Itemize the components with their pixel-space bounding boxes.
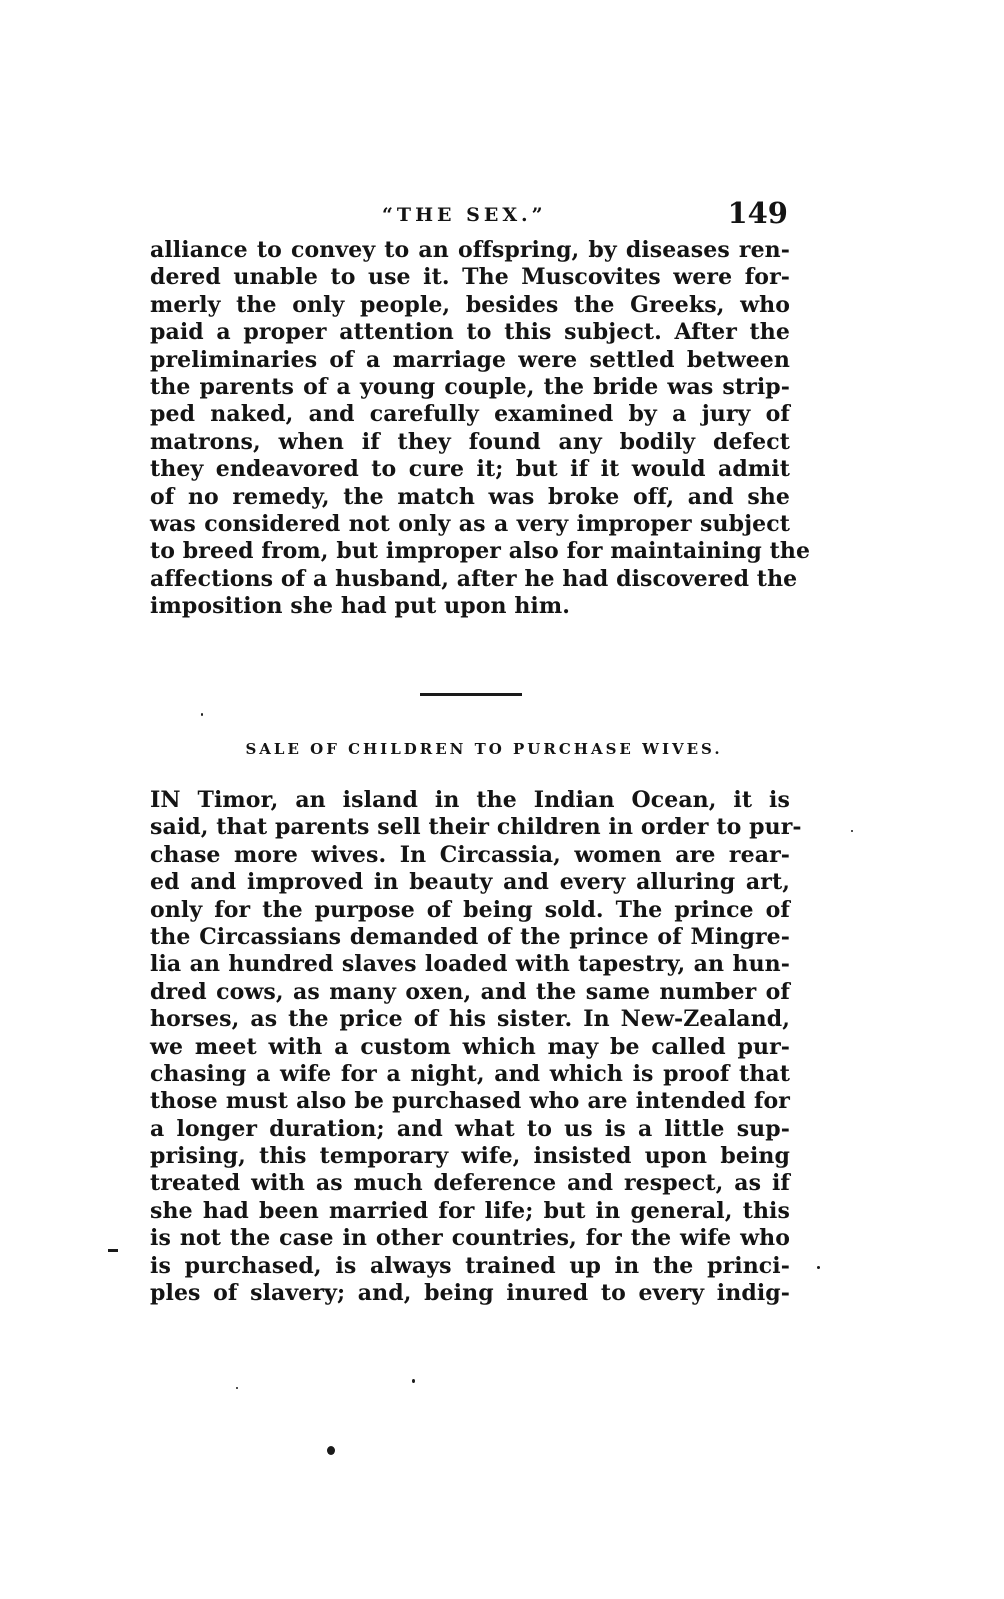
text-line: they endeavored to cure it; but if it would admit xyxy=(150,456,790,483)
ink-speck xyxy=(201,713,203,716)
text-line: is not the case in other countries, for the wife who xyxy=(150,1225,790,1252)
page-number: 149 xyxy=(727,196,788,230)
text-line: matrons, when if they found any bodily defect xyxy=(150,428,790,455)
text-line: affections of a husband, after he had discovered the xyxy=(150,565,798,592)
text-line: chasing a wife for a night, and which is proof that xyxy=(150,1060,790,1087)
text-line: ples of slavery; and, being inured to every indig- xyxy=(150,1280,790,1307)
text-line: a longer duration; and what to us is a little sup- xyxy=(150,1115,790,1142)
ink-speck xyxy=(851,830,853,832)
text-line: horses, as the price of his sister. In New-Zealand, xyxy=(150,1006,790,1033)
ink-speck xyxy=(236,1387,238,1389)
ink-speck xyxy=(327,1446,335,1455)
section-divider xyxy=(420,693,522,696)
text-line: alliance to convey to an offspring, by diseases ren- xyxy=(150,237,790,263)
text-line: lia an hundred slaves loaded with tapestry, an hun- xyxy=(150,951,790,978)
text-line: we meet with a custom which may be called pur- xyxy=(150,1033,790,1060)
text-line: said, that parents sell their children in order to pur- xyxy=(150,814,802,841)
margin-dash-mark xyxy=(108,1249,118,1252)
running-head xyxy=(150,196,790,236)
ink-speck xyxy=(817,1266,820,1269)
paragraph-sale-of-children xyxy=(150,787,802,1307)
text-line: merly the only people, besides the Greeks, who xyxy=(150,291,790,318)
text-line: IN Timor, an island in the Indian Ocean, it is xyxy=(150,787,790,813)
text-line: is purchased, is always trained up in the princi- xyxy=(150,1252,790,1279)
text-line: to breed from, but improper also for maintaining the xyxy=(150,538,811,565)
text-line: ed and improved in beauty and every alluring art, xyxy=(150,869,790,896)
text-line: of no remedy, the match was broke off, and she xyxy=(150,483,790,510)
text-line: prising, this temporary wife, insisted upon being xyxy=(150,1143,790,1170)
text-line: the Circassians demanded of the prince of Mingre- xyxy=(150,923,790,950)
text-line: chase more wives. In Circassia, women are rear- xyxy=(150,841,790,868)
text-line: only for the purpose of being sold. The prince of xyxy=(150,896,790,923)
running-title: “THE SEX.” xyxy=(382,204,547,226)
text-line: paid a proper attention to this subject. After the xyxy=(150,319,790,346)
ink-speck xyxy=(412,1379,415,1383)
text-line: imposition she had put upon him. xyxy=(150,593,571,620)
text-line: she had been married for life; but in general, this xyxy=(150,1197,790,1224)
text-line: the parents of a young couple, the bride was strip- xyxy=(150,373,790,400)
text-line: was considered not only as a very improper subject xyxy=(150,510,790,537)
paragraph-muscovite-custom xyxy=(150,237,811,620)
text-line: dred cows, as many oxen, and the same number of xyxy=(150,978,790,1005)
text-line: ped naked, and carefully examined by a jury of xyxy=(150,401,790,428)
text-line: dered unable to use it. The Muscovites were for- xyxy=(150,264,790,291)
section-heading: SALE OF CHILDREN TO PURCHASE WIVES. xyxy=(245,740,723,758)
text-line: those must also be purchased who are intended for xyxy=(150,1088,790,1115)
text-line: preliminaries of a marriage were settled between xyxy=(150,346,790,373)
text-line: treated with as much deference and respect, as if xyxy=(150,1170,790,1197)
